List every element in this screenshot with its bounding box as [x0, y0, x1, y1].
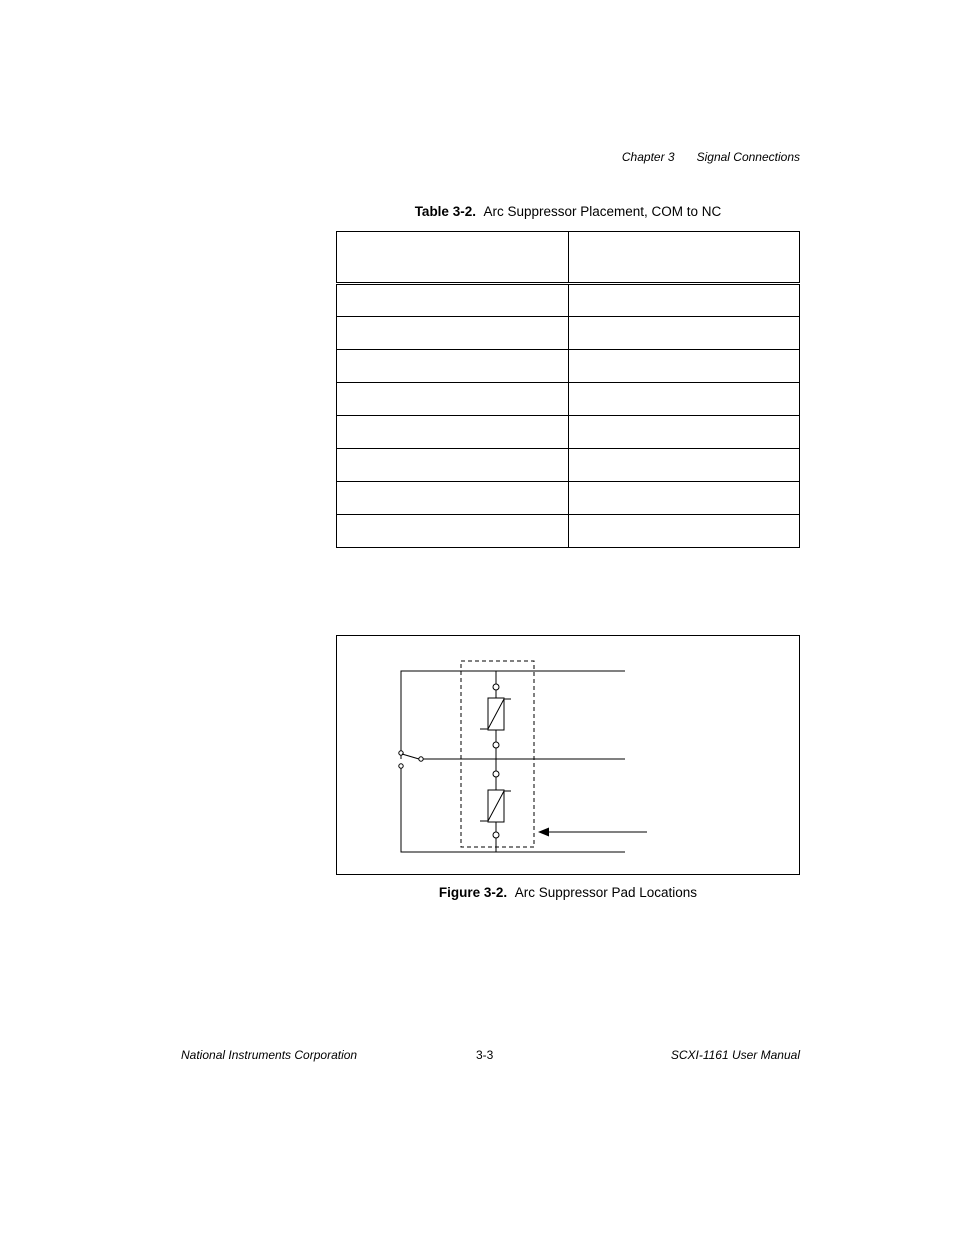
- table-header-row: [337, 232, 800, 284]
- figure-caption: [336, 885, 800, 900]
- arc-suppressor-table: [336, 231, 800, 548]
- table-cell: [337, 482, 569, 515]
- table-cell: [569, 284, 800, 317]
- table-header-cell: [569, 232, 800, 284]
- switch-contact-bottom: [399, 764, 403, 768]
- table-cell: [569, 515, 800, 548]
- footer-manual-title: SCXI-1161 User Manual: [670, 1048, 800, 1062]
- figure-label: Figure 3-2.: [438, 885, 508, 900]
- upper-pad-bottom: [493, 742, 499, 748]
- running-header: [622, 150, 800, 164]
- table-cell: [337, 515, 569, 548]
- table-caption: [336, 204, 800, 219]
- table-row: [337, 350, 800, 383]
- table-row: [337, 317, 800, 350]
- table-cell: [569, 350, 800, 383]
- table-header-cell: [337, 232, 569, 284]
- lower-pad-top: [493, 771, 499, 777]
- switch-pivot: [419, 757, 423, 761]
- switch-arm: [402, 754, 419, 759]
- table-row: [337, 383, 800, 416]
- table-cell: [569, 383, 800, 416]
- table-cell: [569, 482, 800, 515]
- table-row: [337, 449, 800, 482]
- circuit-diagram: [337, 636, 801, 876]
- table-row: [337, 515, 800, 548]
- table-label: Table 3-2.: [414, 204, 476, 219]
- footer-company: National Instruments Corporation: [181, 1048, 358, 1062]
- figure-title: Arc Suppressor Pad Locations: [514, 885, 698, 900]
- table-cell: [569, 449, 800, 482]
- bottom-wire: [401, 768, 625, 852]
- page-number: 3-3: [476, 1048, 494, 1062]
- table-title: Arc Suppressor Placement, COM to NC: [483, 204, 722, 219]
- table-cell: [337, 350, 569, 383]
- lower-pad-bottom: [493, 832, 499, 838]
- table-cell: [337, 449, 569, 482]
- chapter-label: Chapter 3: [621, 150, 675, 164]
- table-row: [337, 482, 800, 515]
- table-row: [337, 284, 800, 317]
- table-cell: [337, 317, 569, 350]
- table-row: [337, 416, 800, 449]
- table-cell: [337, 416, 569, 449]
- table-cell: [337, 383, 569, 416]
- pointer-arrow-head: [538, 828, 549, 837]
- table-cell: [569, 317, 800, 350]
- table-cell: [569, 416, 800, 449]
- table-cell: [337, 284, 569, 317]
- upper-pad-top: [493, 684, 499, 690]
- arc-suppressor-figure: [336, 635, 800, 875]
- top-wire: [401, 671, 625, 759]
- section-title: Signal Connections: [696, 150, 800, 164]
